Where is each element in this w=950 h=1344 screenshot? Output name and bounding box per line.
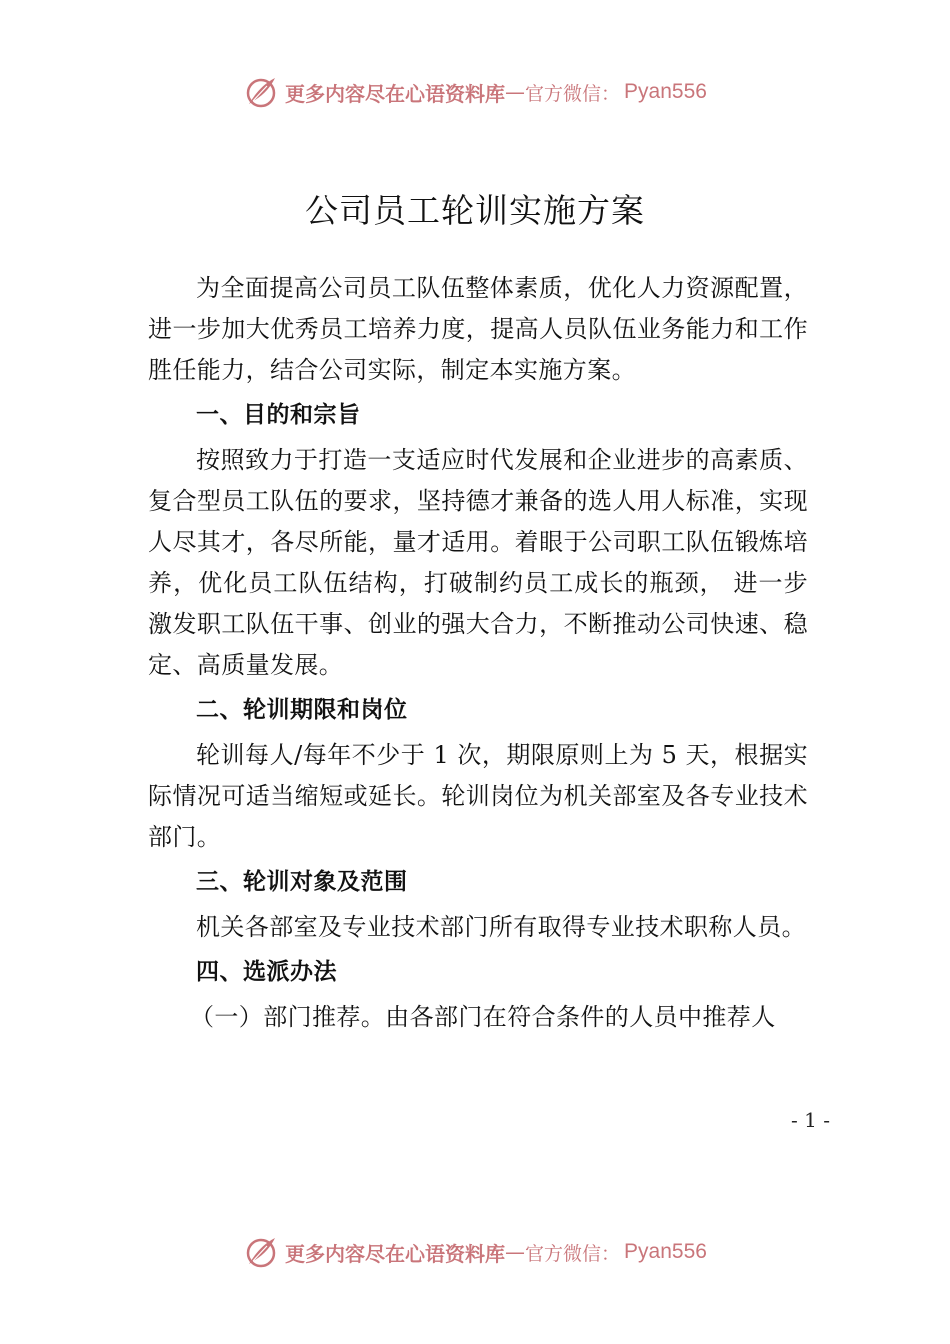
banner-wechat-label: 官方微信：: [525, 1242, 621, 1265]
section-3-paragraph: 机关各部室及专业技术部门所有取得专业技术职称人员。: [196, 913, 806, 941]
section-heading-2: 二、轮训期限和岗位: [196, 697, 408, 723]
section-heading-1: 一、目的和宗旨: [196, 402, 361, 428]
intro-paragraph: 为全面提高公司员工队伍整体素质，优化人力资源配置，进一步加大优秀员工培养力度，提高人员队伍业务能力和工作胜任能力，结合公司实际，制定本实施方案。: [148, 274, 808, 384]
banner-main-text: 更多内容尽在心语资料库: [285, 81, 506, 106]
section-4-paragraph: （一）部门推荐。由各部门在符合条件的人员中推荐人: [190, 1003, 776, 1031]
banner-dash: —: [505, 1240, 526, 1264]
banner-main-text: 更多内容尽在心语资料库: [285, 1241, 506, 1266]
page-number: - 1 -: [791, 1108, 830, 1132]
footer-banner: [0, 1230, 950, 1274]
feather-quill-logo-icon: [243, 1234, 279, 1270]
section-heading-3: 三、轮训对象及范围: [196, 869, 408, 895]
banner-dash: —: [505, 80, 526, 104]
banner-wechat-id: Pyan556: [624, 80, 707, 103]
section-1-paragraph: 按照致力于打造一支适应时代发展和企业进步的高素质、复合型员工队伍的要求，坚持德才兼备的选人用人标准，实现人尽其才，各尽所能，量才适用。着眼于公司职工队伍锻炼培养，优化员工队伍结构，打破制约员工成长的瓶颈， 进一步激发职工队伍干事、创业的强大合力，不断推动公司快速、稳定、高质量发展。: [148, 446, 808, 679]
banner-wechat-id: Pyan556: [624, 1240, 707, 1263]
page-title: 公司员工轮训实施方案: [305, 191, 645, 230]
document-body: [148, 268, 808, 1038]
section-heading-4: 四、选派办法: [196, 959, 337, 985]
feather-quill-logo-icon: [243, 74, 279, 110]
header-banner: [0, 70, 950, 114]
banner-wechat-label: 官方微信：: [525, 82, 621, 105]
section-2-paragraph: 轮训每人/每年不少于 1 次，期限原则上为 5 天，根据实际情况可适当缩短或延长。轮训岗位为机关部室及各专业技术部门。: [148, 741, 808, 851]
